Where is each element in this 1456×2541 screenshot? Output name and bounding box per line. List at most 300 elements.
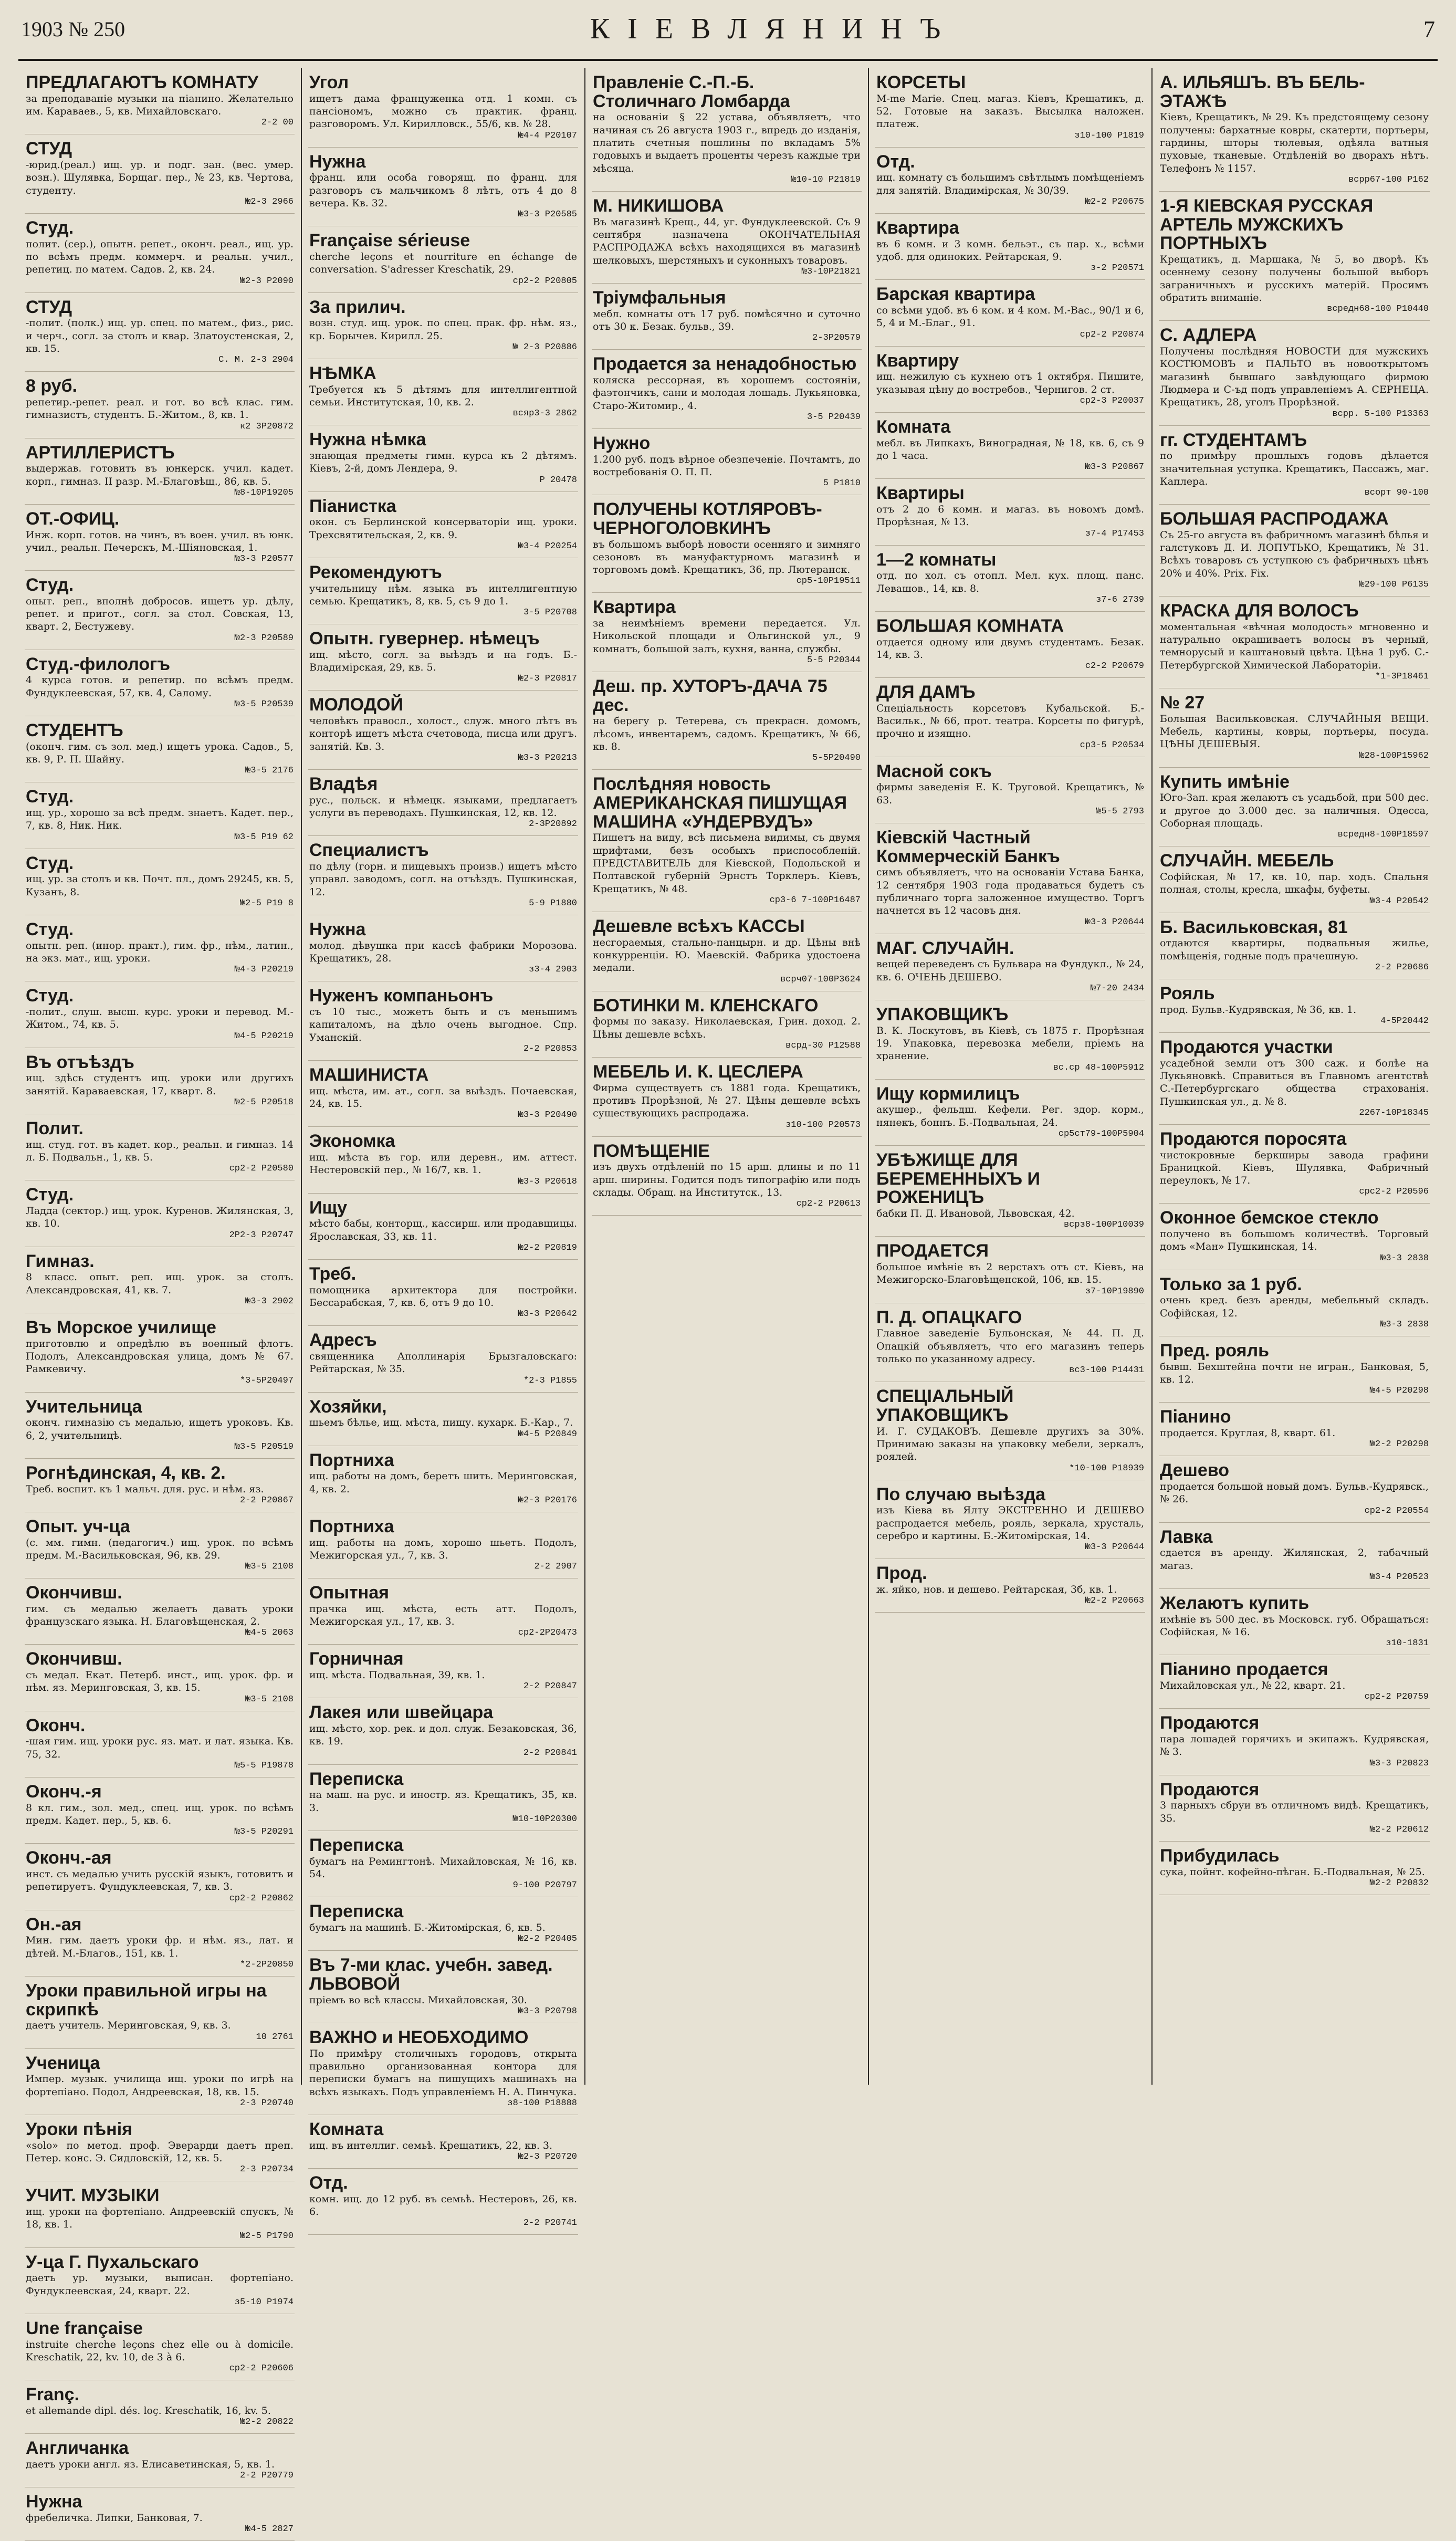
classified-ad (25, 1114, 295, 1180)
ad-text: M-me Marie. Спец. магаз. Кіевъ, Крещатикъ, д. 52. Готовые на заказъ. Высылка наложен. платеж. (876, 92, 1144, 130)
ad-text: бывш. Бехштейна почти не игран., Банковая, 5, кв. 12. (1160, 1361, 1429, 1386)
ad-headline: СЛУЧАЙН. МЕБЕЛЬ (1160, 851, 1334, 871)
ad-code: з5-10 Р1974 (234, 2297, 294, 2307)
ad-headline: Прибудилась (1160, 1845, 1280, 1866)
ad-code: 2267-10Р18345 (1359, 1107, 1429, 1118)
ad-code: №2-2 Р20675 (1085, 196, 1144, 207)
ad-code: №10-10Р20300 (512, 1814, 577, 1825)
ad-code: 2-2 Р20847 (523, 1681, 577, 1692)
ad-headline: Владѣя (309, 774, 378, 794)
ad-headline: Комната (309, 2119, 384, 2139)
classified-ad (1159, 1125, 1430, 1204)
ad-code: ср2-2 Р20862 (229, 1893, 294, 1904)
ad-code: ср2-2Р20473 (518, 1628, 577, 1638)
ad-text: моментальная «вѣчная молодость» мгновенно и натурально окрашиваетъ волосы въ черный, темнорусый и каштановый цвѣта. Цѣна 1 руб. С.-Петербургской Химической Лабораторіи. (1160, 621, 1429, 671)
ad-text: Импер. музык. училища ищ. уроки по игрѣ на фортепіано. Подол, Андреевская, 18, кв. 15. (26, 2073, 294, 2098)
ad-code: №28-100Р15962 (1359, 750, 1429, 761)
classified-ad (25, 2314, 295, 2380)
ad-text: ищ. мѣсто, хор. рек. и дол. служ. Безаковская, 36, кв. 19. (309, 1723, 577, 1748)
ad-headline: СТУДЕНТЪ (26, 720, 123, 741)
classified-ad (1159, 1842, 1430, 1895)
ad-text: формы по заказу. Николаевская, Грин. доход. 2. Цѣны дешевле всѣхъ. (593, 1016, 861, 1040)
ad-text: фирмы заведенія Е. К. Труговой. Крещатикъ, № 63. (876, 781, 1144, 806)
ad-headline: Студ. (26, 787, 74, 807)
ad-headline: Ищу (309, 1197, 348, 1218)
ad-code: №4-5 Р20849 (518, 1429, 577, 1439)
ad-code: 2-2 Р20853 (523, 1043, 577, 1054)
ad-text: мѣсто бабы, конторщ., кассирш. или продавщицы. Ярославская, 33, кв. 11. (309, 1218, 577, 1242)
ad-headline: Нуженъ компаньонъ (309, 986, 494, 1006)
ad-text: Получены послѣдняя НОВОСТИ для мужскихъ КОСТЮМОВЪ и ПАЛЬТО въ новооткрытомъ магазинѣ бывшаго завѣдующаго фирмою Людмера и С-ъд подъ управленіемъ А. СЕРНЕЦА. Крещатикъ, 28, уголъ Прорѣзной. (1160, 345, 1429, 409)
classified-ad (1159, 1456, 1430, 1522)
classified-ad (25, 372, 295, 438)
classified-ad (875, 413, 1145, 479)
ad-headline: Студ. (26, 1185, 74, 1205)
ad-text: ищ. здѣсь студентъ ищ. уроки или другихъ занятій. Караваевская, 17, кварт. 8. (26, 1072, 294, 1097)
classified-ad (308, 1393, 578, 1446)
classified-ad (875, 1237, 1145, 1303)
classified-ad (875, 612, 1145, 678)
ad-headline: Оконч.-я (26, 1782, 102, 1802)
ad-code: ср5-10Р19511 (796, 576, 861, 587)
ad-code: з7-10Р19890 (1085, 1286, 1144, 1296)
ad-text: имѣніе въ 500 дес. въ Московск. губ. Обращаться: Софійская, № 16. (1160, 1613, 1429, 1638)
classified-ad (25, 438, 295, 505)
ad-headline: Оконч. (26, 1715, 86, 1735)
ad-code: №3-3 2902 (245, 1296, 294, 1306)
ad-text: 8 класс. опыт. реп. ищ. урок. за столъ. Александровская, 41, кв. 7. (26, 1271, 294, 1296)
ad-text: пара лошадей горячихъ и экипажъ. Кудрявская, № 3. (1160, 1733, 1429, 1758)
classified-ad (308, 2169, 578, 2235)
ad-code: всрд-30 Р12588 (785, 1040, 861, 1051)
ad-headline: Уроки пѣнія (26, 2119, 133, 2139)
ad-headline: БОЛЬШАЯ КОМНАТА (876, 615, 1064, 636)
ad-code: №2-5 Р1790 (239, 2231, 294, 2241)
ad-text: бабки П. Д. Ивановой, Львовская, 42. (876, 1208, 1075, 1219)
ad-text: cherche leçons et nourriture en échange de conversation. S'adresser Kreschatik, 29. (309, 250, 577, 276)
ad-code: №29-100 Р6135 (1359, 580, 1429, 590)
ad-text: продается большой новый домъ. Бульв.-Кудрявск., № 26. (1160, 1481, 1429, 1505)
ad-headline: Продаются поросята (1160, 1128, 1347, 1149)
ad-code: №3-3 Р20644 (1085, 1542, 1144, 1553)
ad-headline: МОЛОДОЙ (309, 695, 403, 715)
classified-ad (25, 505, 295, 571)
ad-code: з7-6 2739 (1096, 594, 1144, 605)
ad-code: 5-5Р20490 (812, 753, 861, 764)
ad-headline: Опытная (309, 1583, 389, 1603)
ad-text: ищ. ур. за столъ и кв. Почт. пл., домъ 29245, кв. 5, Кузанъ, 8. (26, 873, 294, 898)
ad-text: на основаніи § 22 устава, объявляетъ, что начиная съ 26 августа 1903 г., впредь до изданія, платить счетныя пошлины по вкладамъ 5% годовыхъ и выдаетъ проценты черезъ каждые три мѣсяца. (593, 111, 861, 174)
classified-ad (25, 2049, 295, 2115)
ad-text: Ладда (сектор.) ищ. урок. Куренов. Жилянская, 3, кв. 10. (26, 1205, 294, 1230)
classified-ad (308, 1951, 578, 2023)
ad-text: съ 10 тыс., можетъ быть и съ меньшимъ капиталомъ, на дѣло очень выгодное. Спр. Уманскій. (309, 1006, 577, 1043)
ad-headline: 1—2 комнаты (876, 549, 997, 570)
classified-ad (25, 293, 295, 372)
classified-ad (592, 672, 862, 770)
classified-ad (25, 1180, 295, 1247)
ad-code: вс3-100 Р14431 (1069, 1365, 1144, 1376)
ad-text: даетъ учитель. Меринговская, 9, кв. 3. (26, 2020, 231, 2032)
ad-code: №2-2 20822 (239, 2417, 294, 2428)
ad-text: комн. ищ. до 12 руб. въ семьѣ. Нестеровъ, 26, кв. 6. (309, 2193, 577, 2218)
ad-headline: Дешевле всѣхъ КАССЫ (593, 916, 805, 936)
ad-code: №2-2 Р20832 (1369, 1878, 1429, 1888)
classified-ad (592, 350, 862, 429)
classified-ad (308, 2115, 578, 2169)
ad-headline: КОРСЕТЫ (876, 72, 966, 92)
ad-text: Пишетъ на виду, всѣ письмена видимы, съ двумя шрифтами, безъ особыхъ приспособленій. ПРЕДСТАВИТЕЛЬ для Кіевской, Подольской и Полтавской губерній Эрнстъ Торклеръ. Кіевъ, Крещатикъ, № 48. (593, 832, 861, 895)
ad-code: *1-3Р18461 (1375, 672, 1429, 682)
ad-headline: С. АДЛЕРА (1160, 325, 1257, 346)
ad-headline: ПОЛУЧЕНЫ КОТЛЯРОВЪ-ЧЕРНОГОЛОВКИНЪ (593, 499, 822, 538)
ad-text: получено въ большомъ количествѣ. Торговый домъ «Ман» Пушкинская, 14. (1160, 1228, 1429, 1253)
ad-code: №3-5 Р19 62 (234, 832, 294, 842)
classified-ad (25, 2115, 295, 2181)
ad-headline: Пред. рояль (1160, 1341, 1270, 1361)
classified-ad (25, 1459, 295, 1512)
ad-text: Софійская, № 17, кв. 10, пар. ходъ. Спальня полная, столы, кресла, шкафы, буфеты. (1160, 871, 1429, 896)
ad-text: акушер., фельдш. Кефели. Рег. здор. корм., нянекъ, боннъ. Б.-Подвальная, 24. (876, 1104, 1144, 1128)
ad-headline: Деш. пр. ХУТОРЪ-ДАЧА 75 дес. (593, 676, 827, 715)
ad-headline: Студ.-филологъ (26, 654, 171, 674)
ad-headline: Окончивш. (26, 1649, 122, 1669)
ad-columns (18, 68, 1438, 2535)
ad-code: 2-3Р20579 (812, 333, 861, 343)
ad-text: ищетъ дама француженка отд. 1 комн. съ пансіономъ, можно съ практик. франц. разговоромъ. Ул. Кирилловск., 55/6, кв. № 28. (309, 92, 577, 130)
ad-headline: № 27 (1160, 693, 1205, 713)
classified-ad (25, 1910, 295, 1977)
classified-ad (875, 1382, 1145, 1480)
classified-ad (875, 347, 1145, 413)
classified-ad (592, 68, 862, 192)
ad-headline: Продается за ненадобностью (593, 354, 857, 374)
classified-ad (1159, 1709, 1430, 1775)
ad-code: ср5ст79-100Р5904 (1058, 1128, 1144, 1139)
ad-headline: Студ. (26, 853, 74, 873)
ad-code: №2-3 2966 (245, 196, 294, 207)
ad-text: Въ магазинѣ Крещ., 44, уг. Фундуклеевской. Съ 9 сентября назначена ОКОНЧАТЕЛЬНАЯ РАСПРОДАЖА всѣхъ находящихся въ магазинѣ шелковыхъ, шерстяныхъ и суконныхъ товаровъ. (593, 216, 861, 266)
classified-ad (25, 1578, 295, 1645)
ad-text: В. К. Лоскутовъ, въ Кіевѣ, съ 1875 г. Прорѣзная 19. Упаковка, перевозка мебели, пріемъ на хранение. (876, 1024, 1144, 1062)
ad-headline: СПЕЦІАЛЬНЫЙ УПАКОВЩИКЪ (876, 1386, 1014, 1425)
ad-headline: Масной сокъ (876, 761, 992, 781)
ad-headline: МЕБЕЛЬ И. К. ЦЕСЛЕРА (593, 1061, 803, 1082)
ad-code: з8-100 Р18888 (507, 2098, 577, 2108)
classified-ad (592, 593, 862, 672)
ad-code: всрр67-100 Р162 (1348, 174, 1429, 185)
ad-text: съ медал. Екат. Петерб. инст., ищ. урок. фр. и нѣм. яз. Меринговская, 3, кв. 15. (26, 1669, 294, 1694)
ad-code: з10-1831 (1386, 1638, 1429, 1649)
ad-text: сдается въ аренду. Жилянская, 2, табачный магаз. (1160, 1547, 1429, 1572)
column-1 (18, 68, 302, 2535)
ad-code: С. М. 2-3 2904 (218, 355, 294, 365)
ad-headline: Горничная (309, 1649, 404, 1669)
ad-text: Требуется къ 5 дѣтямъ для интеллигентной семьи. Институтская, 10, кв. 2. (309, 383, 577, 408)
ad-headline: Барская квартира (876, 284, 1035, 305)
ad-code: №5-5 Р19878 (234, 1761, 294, 1771)
ad-text: прод. Бульв.-Кудрявская, № 36, кв. 1. (1160, 1003, 1357, 1016)
classified-ad (308, 425, 578, 492)
ad-headline: Гимназ. (26, 1251, 95, 1271)
ad-code: №2-3 Р2090 (239, 276, 294, 286)
classified-ad (1159, 1033, 1430, 1125)
ad-code: №3-3 Р20213 (518, 753, 577, 764)
ad-headline: АРТИЛЛЕРИСТЪ (26, 442, 175, 463)
ad-text: гим. съ медалью желаетъ давать уроки французскаго языка. Н. Благовѣщенская, 2. (26, 1603, 294, 1628)
classified-ad (1159, 1204, 1430, 1270)
ad-code: №3-3 Р20642 (518, 1309, 577, 1320)
ad-headline: Нужна нѣмка (309, 430, 426, 450)
ad-text: рус., польск. и нѣмецк. языками, предлагаетъ услуги въ переводахъ. Пушкинская, 12, кв. 12. (309, 794, 577, 819)
ad-headline: Англичанка (26, 2438, 129, 2459)
ad-headline: У-ца Г. Пухальскаго (26, 2252, 199, 2272)
classified-ad (25, 2487, 295, 2541)
ad-code: №3-3 Р20577 (234, 554, 294, 564)
classified-ad (25, 1048, 295, 1114)
ad-headline: Кіевскій Частный Коммерческій Банкъ (876, 828, 1060, 866)
ad-code: №2-2 Р20663 (1085, 1596, 1144, 1606)
ad-headline: Портниха (309, 1516, 394, 1536)
classified-ad (308, 359, 578, 425)
ad-code: 5 Р1810 (823, 478, 861, 489)
ad-headline: Нужна (309, 151, 366, 172)
ad-text: ищ. работы на домъ, беретъ шить. Меринговская, 4, кв. 2. (309, 1470, 577, 1495)
ad-headline: Треб. (309, 1263, 357, 1284)
ad-text: ищ. работы на домъ, хорошо шьетъ. Подолъ, Межигорская ул., 7, кв. 3. (309, 1536, 577, 1561)
ad-text: несгораемыя, стально-панцырн. и др. Цѣны внѣ конкурренціи. Ю. Маевскій. Фабрика удостоена медали. (593, 936, 861, 974)
ad-code: №3-5 2108 (245, 1562, 294, 1572)
ad-text: шьемъ бѣлье, ищ. мѣста, пищу. кухарк. Б.-Кар., 7. (309, 1417, 573, 1429)
ad-text: за неимѣніемъ времени передается. Ул. Никольской площади и Ольгинской ул., 9 комнатъ, большой залъ, кухня, ванна, службы. (593, 618, 861, 655)
classified-ad (308, 770, 578, 836)
classified-ad (1159, 979, 1430, 1033)
ad-text: вещей переведенъ съ Бульвара на Фундукл., № 24, кв. 6. ОЧЕНЬ ДЕШЕВО. (876, 958, 1144, 983)
classified-ad (25, 68, 295, 134)
ad-headline: Дешево (1160, 1460, 1230, 1481)
ad-code: №5-5 2793 (1096, 807, 1144, 817)
page-number: 7 (1423, 16, 1435, 42)
ad-headline: Рогнѣдинская, 4, кв. 2. (26, 1462, 226, 1483)
ad-code: ср3-6 7-100Р16487 (769, 895, 861, 905)
ad-headline: М. НИКИШОВА (593, 195, 724, 216)
ad-code: *3-5Р20497 (239, 1375, 294, 1386)
classified-ad (1159, 1336, 1430, 1403)
ad-headline: ДЛЯ ДАМЪ (876, 682, 976, 703)
ad-headline: Продаются участки (1160, 1037, 1333, 1057)
ad-headline: Уроки правильной игры на скрипкѣ (26, 1981, 267, 2020)
ad-headline: УБѢЖИЩЕ ДЛЯ БЕРЕМЕННЫХЪ И РОЖЕНИЦЪ (876, 1149, 1040, 1208)
ad-text: бумагъ на Ремингтонѣ. Михайловская, № 16, кв. 54. (309, 1855, 577, 1880)
ad-text: большое имѣніе въ 2 верстахъ отъ ст. Кіевъ, на Межигорско-Благовѣщенской, 106, кв. 15. (876, 1261, 1144, 1286)
ad-headline: Отд. (876, 151, 915, 172)
ad-text: выдержав. готовить въ юнкерск. учил. кадет. корп., гимназ. II разр. М.-Благовѣщ., 86, кв. 5. (26, 463, 294, 487)
ad-text: усадебной земли отъ 300 саж. и болѣе на Лукьяновкѣ. Справиться въ Главномъ агентствѣ С.-Петербургскаго общества страхованія. Пушкинская ул., д. № 8. (1160, 1057, 1429, 1107)
ad-text: По примѣру столичныхъ городовъ, открыта правильно организованная контора для переписки бумагъ на пишущихъ машинахъ на всѣхъ языкахъ. Подъ управленіемъ Н. А. Пинчука. (309, 2047, 577, 2098)
classified-ad (308, 1645, 578, 1698)
ad-headline: Піанино продается (1160, 1659, 1328, 1680)
classified-ad (25, 1711, 295, 1777)
ad-headline: Комната (876, 416, 951, 437)
ad-headline: Опытн. гувернер. нѣмецъ (309, 629, 540, 649)
classified-ad (1159, 1655, 1430, 1709)
ad-code: № 2-3 Р20886 (512, 342, 577, 352)
ad-code: 10 2761 (256, 2032, 294, 2042)
ad-code: 5-5 Р20344 (806, 655, 861, 666)
classified-ad (308, 68, 578, 148)
ad-text: -шая гим. ищ. уроки рус. яз. мат. и лат. языка. Кв. 75, 32. (26, 1735, 294, 1760)
ad-headline: Въ Морское училище (26, 1317, 216, 1337)
ad-code: №3-5 Р20519 (234, 1441, 294, 1452)
ad-code: №3-3 Р20823 (1369, 1758, 1429, 1769)
ad-code: №3-3 Р20490 (518, 1110, 577, 1121)
ad-headline: Адресъ (309, 1330, 377, 1351)
classified-ad (308, 1326, 578, 1392)
ad-headline: ВАЖНО и НЕОБХОДИМО (309, 2027, 529, 2048)
classified-ad (308, 836, 578, 915)
ad-headline: НѢМКА (309, 363, 376, 383)
ad-headline: СТУД (26, 139, 72, 159)
ad-headline: Тріумфальныя (593, 287, 726, 308)
page-header (21, 0, 1435, 58)
classified-ad (308, 1698, 578, 1764)
ad-headline: Хозяйки, (309, 1396, 387, 1417)
ad-text: -полит., слуш. высш. курс. уроки и перевод. М.-Житом., 74, кв. 5. (26, 1006, 294, 1031)
ad-code: №2-2 Р20612 (1369, 1824, 1429, 1835)
ad-text: мебл. въ Липкахъ, Виноградная, № 18, кв. 6, съ 9 до 1 часа. (876, 437, 1144, 462)
ad-code: срс2-2 Р20596 (1359, 1187, 1429, 1197)
ad-text: молод. дѣвушка при кассѣ фабрики Морозова. Крещатикъ, 28. (309, 939, 577, 964)
ad-code: всрр. 5-100 Р13363 (1332, 409, 1429, 419)
ad-text: священника Аполлинарія Брызгаловскаго: Рейтарская, № 35. (309, 1350, 577, 1375)
ad-code: №2-5 Р19 8 (239, 898, 294, 908)
ad-code: №2-5 Р20518 (234, 1097, 294, 1107)
classified-ad (875, 546, 1145, 612)
ad-text: ищ. въ интеллиг. семьѣ. Крещатикъ, 22, кв. 3. (309, 2139, 553, 2151)
ad-headline: Квартиры (876, 483, 965, 504)
ad-headline: Квартира (876, 217, 959, 238)
ad-text: репетир.-репет. реал. и гот. во всѣ клас. гим. гимназистъ, студентъ. Б.-Житом., 8, кв. 1. (26, 396, 294, 421)
ad-code: 2-3 Р20740 (239, 2098, 294, 2108)
classified-ad (1159, 913, 1430, 979)
classified-ad (592, 1058, 862, 1137)
classified-ad (25, 571, 295, 650)
ad-text: instruite cherche leçons chez elle ou à domicile. Kreschatik, 22, kv. 10, de 3 à 6. (26, 2338, 294, 2363)
ad-code: к2 3Р20872 (239, 421, 294, 432)
ad-text: Крещатикъ, д. Маршака, № 5, во дворѣ. Къ осеннему сезону получены большой выборъ заграничныхъ и русскихъ матерій. Просимъ обратить вниманіе. (1160, 254, 1429, 304)
classified-ad (25, 1844, 295, 1910)
classified-ad (308, 148, 578, 227)
ad-text: ищ. ур., хорошо за всѣ предм. знаетъ. Кадет. пер., 7, кв. 8, Ник. Ник. (26, 807, 294, 832)
ad-text: et allemande dipl. dés. loç. Kreschatik, 16, kv. 5. (26, 2404, 271, 2417)
ad-code: 2-2 Р20686 (1375, 962, 1429, 973)
ad-headline: Переписка (309, 1835, 404, 1856)
classified-ad (875, 148, 1145, 214)
ad-code: всяр3-3 2862 (512, 409, 577, 419)
ad-text: 4 курса готов. и репетир. по всѣмъ предм. Фундуклеевская, 57, кв. 4, Салому. (26, 674, 294, 699)
classified-ad (875, 1559, 1145, 1613)
ad-headline: Прод. (876, 1563, 927, 1584)
ad-text: въ большомъ выборѣ новости осенняго и зимняго сезоновъ въ мануфактурномъ магазинѣ и торговомъ домѣ. Крещатикъ, 36, пр. Лютеранск. (593, 538, 861, 576)
ad-text: приготовлю и опредѣлю въ военный флотъ. Подолъ, Александровская улица, домъ № 67. Рамкевичу. (26, 1337, 294, 1375)
ad-text: Главное заведеніе Бульонская, № 44. П. Д. Опацкій объявляетъ, что его магазинъ теперь только по указанному адресу. (876, 1327, 1144, 1365)
classified-ad (875, 757, 1145, 823)
ad-code: всредн68-100 Р10440 (1327, 304, 1429, 315)
ad-code: всрч07-100Р3624 (780, 974, 861, 985)
ad-code: 2-2 Р20867 (239, 1495, 294, 1505)
ad-headline: Квартиру (876, 350, 959, 371)
ad-headline: 8 руб. (26, 376, 78, 396)
classified-ad (875, 214, 1145, 280)
classified-ad (592, 912, 862, 991)
ad-code: з10-100 Р1819 (1074, 130, 1144, 141)
ad-code: 2-3 Р20734 (239, 2164, 294, 2175)
ad-code: вс.ср 48-100Р5912 (1053, 1062, 1144, 1073)
ad-headline: Угол (309, 72, 349, 92)
ad-headline: По случаю выѣзда (876, 1484, 1045, 1504)
classified-ad (308, 1061, 578, 1127)
ad-text: на берегу р. Тетерева, съ прекрасн. домомъ, лѣсомъ, инвентаремъ, садомъ. Крещатикъ, № 66, кв. 8. (593, 715, 861, 753)
ad-code: №3-3 Р20618 (518, 1176, 577, 1187)
classified-ad (308, 1831, 578, 1897)
classified-ad (25, 1977, 295, 2049)
ad-text: ищ. студ. гот. въ кадет. кор., реальн. и гимназ. 14 л. Б. Подвальн., 1, кв. 5. (26, 1138, 294, 1163)
classified-ad (25, 1313, 295, 1393)
ad-code: №2-2 Р20405 (518, 1934, 577, 1944)
ad-headline: БОЛЬШАЯ РАСПРОДАЖА (1160, 509, 1389, 529)
ad-text: полит. (сер.), опытн. репет., оконч. реал., ищ. ур. по всѣмъ предм. коммерч. и реальн. учил., репетиц. по матем. Садов. 2, кв. 24. (26, 238, 294, 276)
ad-headline: Піанистка (309, 496, 396, 516)
ad-headline: Лавка (1160, 1526, 1213, 1547)
column-2 (302, 68, 585, 2229)
ad-text: отд. по хол. съ отопл. Мел. кух. площ. панс. Левашов., 14, кв. 8. (876, 570, 1144, 594)
ad-text: ищ. мѣста. Подвальная, 39, кв. 1. (309, 1669, 485, 1681)
classified-ad (592, 770, 862, 912)
classified-ad (308, 293, 578, 359)
ad-text: въ 6 комн. и 3 комн. бельэт., съ пар. х., всѣми удоб. для одиноких. Рейтарская, 9. (876, 238, 1144, 263)
classified-ad (875, 1000, 1145, 1080)
ad-code: ср2-3 Р20037 (1080, 395, 1144, 406)
ad-text: знающая предметы гимн. курса къ 2 дѣтямъ. Кіевъ, 2-й, домъ Лендера, 9. (309, 449, 577, 475)
ad-text: ж. яйко, нов. и дешево. Рейтарская, 3б, кв. 1. (876, 1583, 1117, 1595)
ad-text: на маш. на рус. и иностр. яз. Крещатикъ, 35, кв. 3. (309, 1789, 577, 1814)
ad-headline: Экономка (309, 1131, 395, 1152)
ad-code: №3-3 Р20585 (518, 210, 577, 220)
ad-text: инст. съ медалью учить русскій языкъ, готовитъ и репетируетъ. Фундуклеевская, 7, кв. 3. (26, 1868, 294, 1893)
ad-headline: Опыт. уч-ца (26, 1516, 130, 1536)
ad-text: ищ. комнату съ большимъ свѣтлымъ помѣщеніемъ для занятій. Владимірская, № 30/39. (876, 172, 1144, 196)
ad-code: *10-100 Р18939 (1069, 1463, 1144, 1473)
ad-headline: Нужна (26, 2492, 82, 2512)
ad-code: всредн8-100Р18597 (1337, 830, 1429, 840)
classified-ad (1159, 846, 1430, 913)
classified-ad (25, 2248, 295, 2314)
ad-headline: Ищу кормилицъ (876, 1083, 1020, 1104)
ad-headline: Отд. (309, 2173, 348, 2193)
ad-text: -полит. (полк.) ищ. ур. спец. по матем., физ., рис. и черч., согл. за столъ и квар. Златоустенская, 2, кв. 15. (26, 317, 294, 354)
ad-code: №3-5 Р20291 (234, 1827, 294, 1837)
ad-headline: КРАСКА ДЛЯ ВОЛОСЪ (1160, 601, 1359, 621)
classified-ad (308, 915, 578, 981)
ad-headline: БОТИНКИ М. КЛЕНСКАГО (593, 995, 819, 1016)
ad-headline: Въ 7-ми клас. учебн. завед. ЛЬВОВОЙ (309, 1955, 553, 1994)
ad-code: *2-2Р20850 (239, 1960, 294, 1970)
ad-headline: Une française (26, 2318, 143, 2338)
ad-text: оконч. гимназію съ медалью, ищетъ уроковъ. Кв. 6, 2, учительницѣ. (26, 1417, 294, 1441)
ad-code: ср2-2 Р20554 (1364, 1505, 1429, 1516)
classified-ad (25, 782, 295, 849)
ad-code: ср2-2 Р20606 (229, 2364, 294, 2374)
